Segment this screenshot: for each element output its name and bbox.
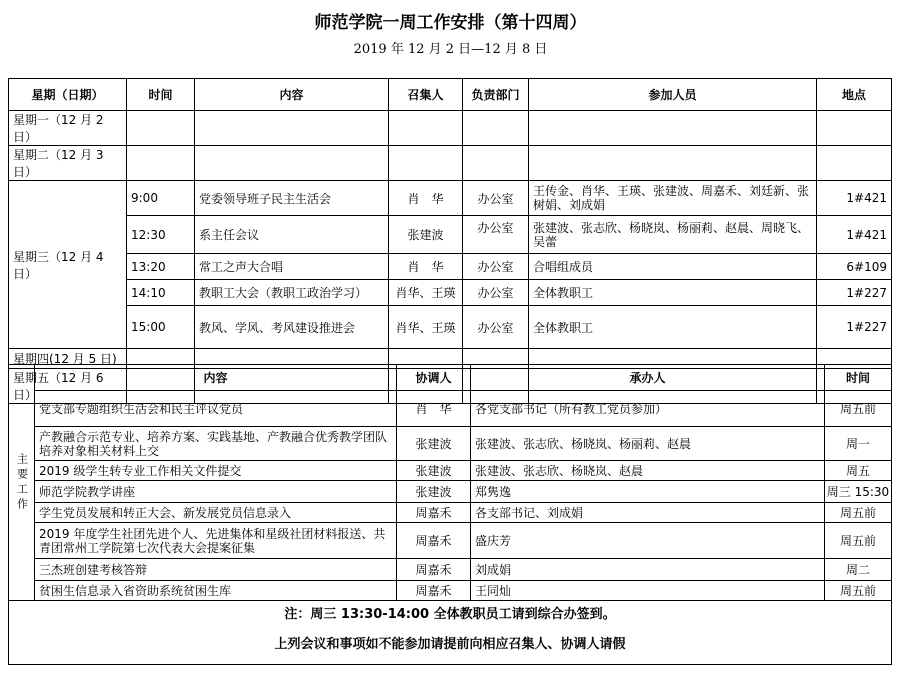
table-row <box>9 461 892 481</box>
task-time: 周一 <box>825 427 892 461</box>
row-participants: 全体教职工 <box>529 306 817 349</box>
row-time: 12:30 <box>127 216 195 254</box>
row-content: 常工之声大合唱 <box>195 254 389 280</box>
task-content: 2019 级学生转专业工作相关文件提交 <box>35 461 397 481</box>
row-time: 14:10 <box>127 280 195 306</box>
day-tuesday: 星期二（12 月 3 日） <box>9 146 127 181</box>
task-time: 周五 <box>825 461 892 481</box>
task-time: 周五前 <box>825 503 892 523</box>
tasks-header-handler: 承办人 <box>471 365 825 391</box>
row-department: 办公室 <box>463 216 529 254</box>
row-department: 办公室 <box>463 254 529 280</box>
task-time: 周五前 <box>825 391 892 427</box>
table-row <box>9 559 892 581</box>
row-participants: 合唱组成员 <box>529 254 817 280</box>
task-coordinator: 周嘉禾 <box>397 503 471 523</box>
schedule-row-monday <box>9 111 892 146</box>
row-place: 1#421 <box>817 216 892 254</box>
task-coordinator: 周嘉禾 <box>397 581 471 601</box>
task-handler: 张建波、张志欣、杨晓岚、杨丽莉、赵晨 <box>471 427 825 461</box>
tasks-header-time: 时间 <box>825 365 892 391</box>
tasks-header-content: 内容 <box>35 365 397 391</box>
task-handler: 刘成娟 <box>471 559 825 581</box>
day-monday: 星期一（12 月 2 日） <box>9 111 127 146</box>
task-content: 师范学院教学讲座 <box>35 481 397 503</box>
table-row <box>9 216 892 254</box>
task-coordinator: 张建波 <box>397 481 471 503</box>
task-time: 周五前 <box>825 581 892 601</box>
row-place: 1#227 <box>817 280 892 306</box>
tasks-header-coordinator: 协调人 <box>397 365 471 391</box>
note-sign-in: 注：周三 13:30-14:00 全体教职员工请到综合办签到。 <box>284 607 616 622</box>
task-time: 周五前 <box>825 523 892 559</box>
task-content: 贫困生信息录入省资助系统贫困生库 <box>35 581 397 601</box>
task-handler: 各党支部书记（所有教工党员参加） <box>471 391 825 427</box>
row-participants: 张建波、张志欣、杨晓岚、杨丽莉、赵晨、周晓飞、吴蕾 <box>529 216 817 254</box>
page-title: 师范学院一周工作安排（第十四周） <box>314 13 587 33</box>
row-convener: 肖华、王瑛 <box>389 280 463 306</box>
task-time: 周二 <box>825 559 892 581</box>
row-time: 15:00 <box>127 306 195 349</box>
header-time: 时间 <box>127 79 195 111</box>
task-content: 学生党员发展和转正大会、新发展党员信息录入 <box>35 503 397 523</box>
notes-cell <box>9 601 892 665</box>
schedule-table <box>8 78 892 404</box>
header-convener: 召集人 <box>389 79 463 111</box>
row-content: 教职工大会（教职工政治学习） <box>195 280 389 306</box>
task-time: 周三 15:30 <box>825 481 892 503</box>
table-row <box>9 523 892 559</box>
row-convener: 肖 华 <box>389 254 463 280</box>
day-wednesday: 星期三（12 月 4 日） <box>9 181 127 349</box>
day-friday: 星期五（12 月 6 日） <box>9 369 127 404</box>
task-content: 党支部专题组织生活会和民主评议党员 <box>35 391 397 427</box>
table-row <box>9 181 892 216</box>
tasks-side-label: 主要工作 <box>9 365 35 601</box>
task-handler: 各支部书记、刘成娟 <box>471 503 825 523</box>
row-participants: 全体教职工 <box>529 280 817 306</box>
task-coordinator: 张建波 <box>397 461 471 481</box>
row-department: 办公室 <box>463 280 529 306</box>
table-row <box>9 581 892 601</box>
row-convener: 张建波 <box>389 216 463 254</box>
tasks-header-row <box>9 365 892 391</box>
row-place: 1#421 <box>817 181 892 216</box>
task-handler: 王同灿 <box>471 581 825 601</box>
tasks-table <box>8 364 892 665</box>
task-handler: 郑隽逸 <box>471 481 825 503</box>
header-content: 内容 <box>195 79 389 111</box>
row-content: 教风、学风、考风建设推进会 <box>195 306 389 349</box>
row-content: 党委领导班子民主生活会 <box>195 181 389 216</box>
table-row <box>9 280 892 306</box>
notes-row <box>9 601 892 665</box>
row-department: 办公室 <box>463 306 529 349</box>
row-convener: 肖 华 <box>389 181 463 216</box>
task-handler: 张建波、张志欣、杨晓岚、赵晨 <box>471 461 825 481</box>
header-participants: 参加人员 <box>529 79 817 111</box>
header-department: 负责部门 <box>463 79 529 111</box>
row-convener: 肖华、王瑛 <box>389 306 463 349</box>
task-content: 三杰班创建考核答辩 <box>35 559 397 581</box>
schedule-row-tuesday <box>9 146 892 181</box>
row-content: 系主任会议 <box>195 216 389 254</box>
task-coordinator: 周嘉禾 <box>397 523 471 559</box>
table-row <box>9 503 892 523</box>
row-time: 13:20 <box>127 254 195 280</box>
schedule-header-row <box>9 79 892 111</box>
task-content: 2019 年度学生社团先进个人、先进集体和星级社团材料报送、共青团常州工学院第七次代表大会提案征集 <box>35 523 397 559</box>
row-time: 9:00 <box>127 181 195 216</box>
day-thursday: 星期四(12 月 5 日) <box>9 349 127 369</box>
task-handler: 盛庆芳 <box>471 523 825 559</box>
note-leave-request: 上列会议和事项如不能参加请提前向相应召集人、协调人请假 <box>274 637 626 652</box>
task-coordinator: 张建波 <box>397 427 471 461</box>
row-place: 1#227 <box>817 306 892 349</box>
date-range: 2019 年 12 月 2 日—12 月 8 日 <box>353 42 548 57</box>
task-content: 产教融合示范专业、培养方案、实践基地、产教融合优秀教学团队培养对象相关材料上交 <box>35 427 397 461</box>
row-participants: 王传金、肖华、王瑛、张建波、周嘉禾、刘廷新、张树娟、刘成娟 <box>529 181 817 216</box>
header-weekday: 星期（日期） <box>9 79 127 111</box>
header-place: 地点 <box>817 79 892 111</box>
table-row <box>9 481 892 503</box>
row-department: 办公室 <box>463 181 529 216</box>
task-coordinator: 肖 华 <box>397 391 471 427</box>
row-place: 6#109 <box>817 254 892 280</box>
task-coordinator: 周嘉禾 <box>397 559 471 581</box>
table-row <box>9 427 892 461</box>
table-row <box>9 306 892 349</box>
table-row <box>9 254 892 280</box>
table-row <box>9 391 892 427</box>
